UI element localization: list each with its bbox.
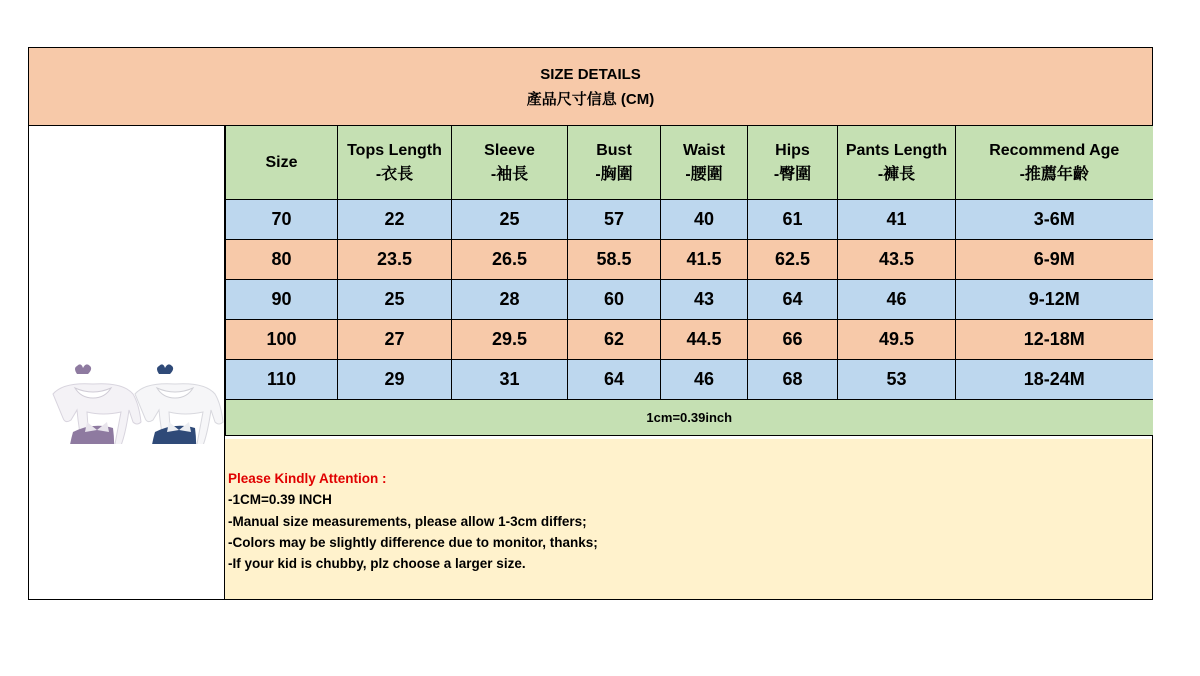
notes-heading: Please Kindly Attention : (228, 471, 387, 486)
cell-waist: 43 (661, 280, 748, 320)
cell-sleeve: 26.5 (452, 240, 568, 280)
note-line: -Colors may be slightly difference due to monitor, thanks; (228, 534, 598, 550)
cell-tops-length: 22 (338, 200, 452, 240)
cell-bust: 62 (568, 320, 661, 360)
cell-sleeve: 28 (452, 280, 568, 320)
navy-outfit (135, 364, 223, 444)
cell-bust: 64 (568, 360, 661, 400)
title-line-chinese: 產品尺寸信息 (CM) (526, 90, 655, 108)
cell-sleeve: 29.5 (452, 320, 568, 360)
header-tops-length: Tops Length -衣長 (338, 126, 452, 200)
purple-outfit (53, 364, 141, 444)
cell-waist: 40 (661, 200, 748, 240)
cell-size: 70 (226, 200, 338, 240)
size-details-title (29, 48, 1152, 126)
cell-recommend-age: 6-9M (956, 240, 1153, 280)
header-bust: Bust -胸圍 (568, 126, 661, 200)
cell-sleeve: 31 (452, 360, 568, 400)
cell-size: 100 (226, 320, 338, 360)
cell-pants-length: 43.5 (838, 240, 956, 280)
attention-notes (225, 439, 1152, 599)
table-row (226, 320, 1153, 360)
cell-waist: 41.5 (661, 240, 748, 280)
header-pants-length: Pants Length -褲長 (838, 126, 956, 200)
product-image-cell (29, 126, 225, 599)
cell-recommend-age: 3-6M (956, 200, 1153, 240)
table-row (226, 280, 1153, 320)
cell-size: 90 (226, 280, 338, 320)
title-line-english: SIZE DETAILS (540, 65, 641, 83)
cell-hips: 62.5 (748, 240, 838, 280)
table-row (226, 360, 1153, 400)
conversion-row (226, 400, 1153, 436)
note-line: -Manual size measurements, please allow 1-3cm differs; (228, 513, 587, 529)
cell-bust: 58.5 (568, 240, 661, 280)
header-sleeve: Sleeve -袖長 (452, 126, 568, 200)
cell-sleeve: 25 (452, 200, 568, 240)
cell-size: 110 (226, 360, 338, 400)
header-recommend-age: Recommend Age -推薦年齡 (956, 126, 1153, 200)
baby-outfit-photo (45, 284, 241, 444)
table-row (226, 240, 1153, 280)
cell-tops-length: 29 (338, 360, 452, 400)
cell-waist: 44.5 (661, 320, 748, 360)
conversion-note: 1cm=0.39inch (226, 400, 1153, 436)
cell-pants-length: 41 (838, 200, 956, 240)
size-chart-sheet (28, 47, 1153, 600)
cell-tops-length: 23.5 (338, 240, 452, 280)
header-waist: Waist -腰圍 (661, 126, 748, 200)
cell-hips: 64 (748, 280, 838, 320)
table-row (226, 200, 1153, 240)
cell-waist: 46 (661, 360, 748, 400)
cell-tops-length: 25 (338, 280, 452, 320)
cell-recommend-age: 9-12M (956, 280, 1153, 320)
header-size: Size (226, 126, 338, 200)
note-line: -1CM=0.39 INCH (228, 492, 332, 508)
cell-size: 80 (226, 240, 338, 280)
cell-bust: 57 (568, 200, 661, 240)
cell-hips: 61 (748, 200, 838, 240)
cell-pants-length: 49.5 (838, 320, 956, 360)
table-header-row (226, 126, 1153, 200)
cell-pants-length: 46 (838, 280, 956, 320)
cell-recommend-age: 12-18M (956, 320, 1153, 360)
cell-pants-length: 53 (838, 360, 956, 400)
note-line: -If your kid is chubby, plz choose a larger size. (228, 556, 526, 572)
cell-tops-length: 27 (338, 320, 452, 360)
size-table (225, 126, 1153, 436)
cell-recommend-age: 18-24M (956, 360, 1153, 400)
cell-hips: 66 (748, 320, 838, 360)
cell-hips: 68 (748, 360, 838, 400)
header-hips: Hips -臀圍 (748, 126, 838, 200)
cell-bust: 60 (568, 280, 661, 320)
